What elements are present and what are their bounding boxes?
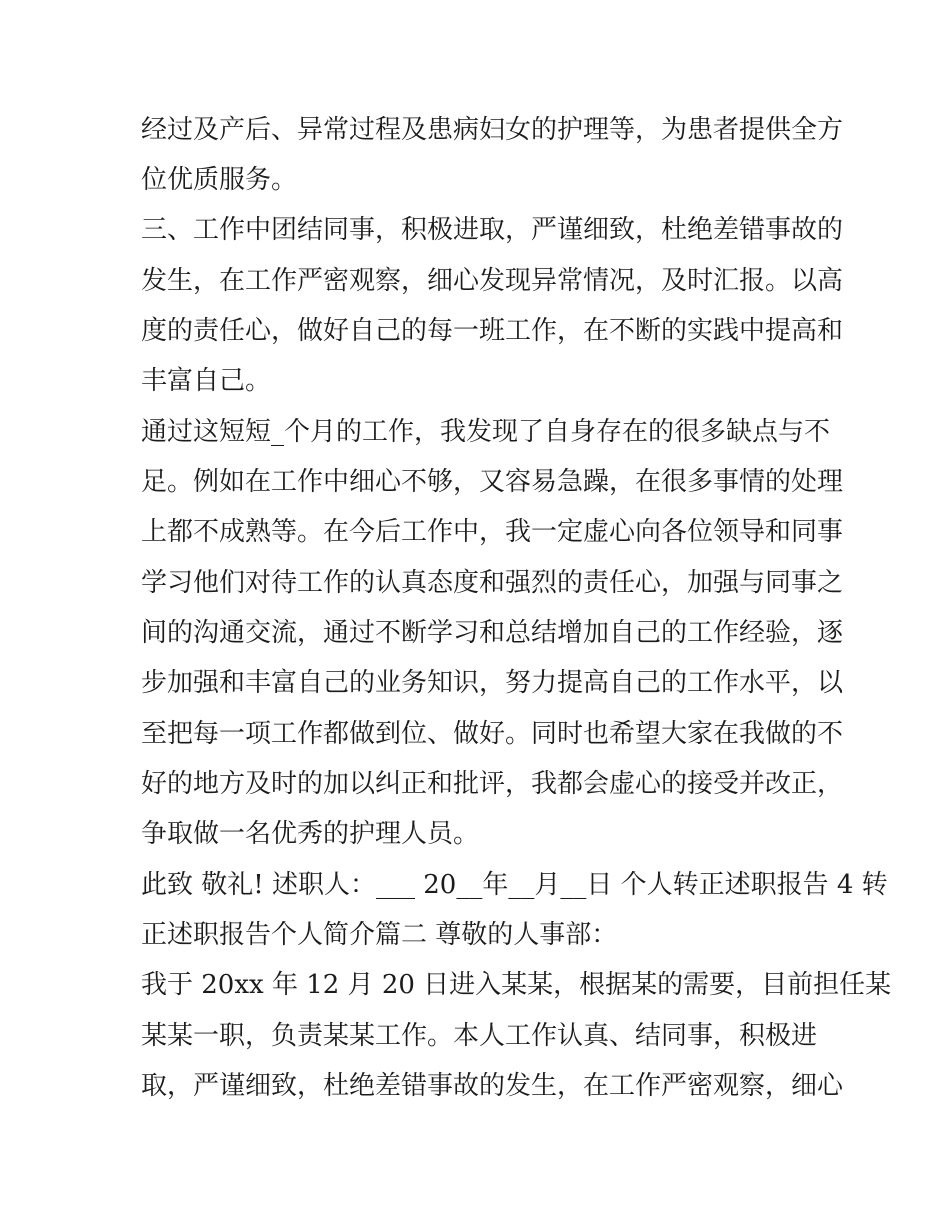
text-line: 我于 20xx 年 12 月 20 日进入某某，根据某的需要，目前担任某 (141, 970, 892, 1000)
text-line: 足。例如在工作中细心不够，又容易急躁，在很多事情的处理 (141, 467, 844, 497)
text-line: 此致 敬礼! 述职人：___ 20__年__月__日 个人转正述职报告 4 转 (141, 870, 888, 900)
text-line: 某某一职，负责某某工作。本人工作认真、结同事，积极进 (141, 1021, 818, 1051)
text-line: 步加强和丰富自己的业务知识，努力提高自己的工作水平，以 (141, 668, 844, 698)
text-line: 取，严谨细致，杜绝差错事故的发生，在工作严密观察，细心 (141, 1071, 844, 1101)
text-line: 丰富自己。 (141, 366, 272, 396)
text-line: 发生，在工作严密观察，细心发现异常情况，及时汇报。以高 (141, 266, 844, 296)
text-line: 位优质服务。 (141, 165, 298, 195)
text-line: 至把每一项工作都做到位、做好。同时也希望大家在我做的不 (141, 719, 844, 749)
text-line: 度的责任心，做好自己的每一班工作，在不断的实践中提高和 (141, 316, 844, 346)
text-line: 上都不成熟等。在今后工作中，我一定虚心向各位领导和同事 (141, 517, 844, 547)
text-line: 好的地方及时的加以纠正和批评，我都会虚心的接受并改正， (141, 769, 844, 799)
text-line: 通过这短短_个月的工作，我发现了自身存在的很多缺点与不 (141, 417, 831, 447)
text-line: 三、工作中团结同事，积极进取，严谨细致，杜绝差错事故的 (141, 215, 844, 245)
text-line: 正述职报告个人简介篇二 尊敬的人事部： (141, 920, 618, 950)
text-line: 间的沟通交流，通过不断学习和总结增加自己的工作经验，逐 (141, 618, 844, 648)
text-line: 学习他们对待工作的认真态度和强烈的责任心，加强与同事之 (141, 568, 844, 598)
text-line: 争取做一名优秀的护理人员。 (141, 819, 480, 849)
text-line: 经过及产后、异常过程及患病妇女的护理等，为患者提供全方 (141, 115, 844, 145)
